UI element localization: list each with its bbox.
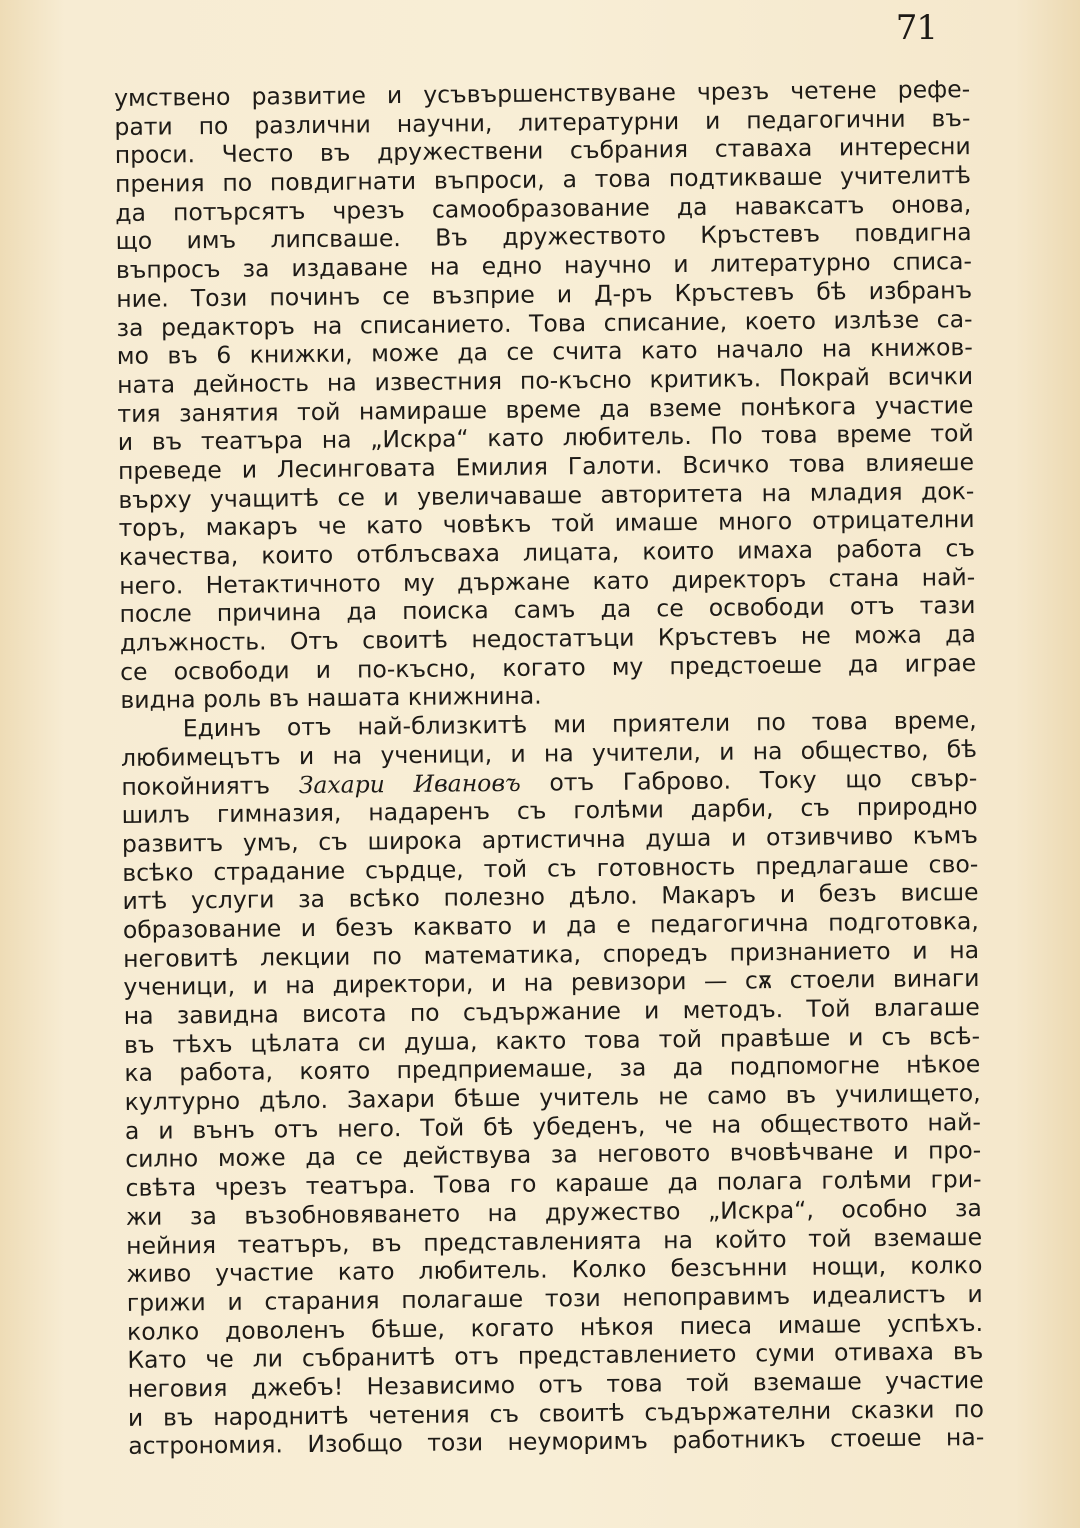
text-line: живо участие като любитель. Колко безсънни нощи, колко	[126, 1251, 983, 1289]
text-line: въпросъ за издаване на едно научно и литературно списа-	[115, 247, 973, 285]
text-line: въ тѣхъ цѣлата си душа, както това той правѣше и съ всѣ-	[123, 1021, 981, 1059]
text-line: видна роль въ нашата книжнина.	[120, 681, 542, 715]
text-line: неговия джебъ! Независимо отъ това той вземаше участие	[127, 1365, 984, 1403]
text-line: мо въ 6 книжки, може да се счита като начало на книжов-	[116, 333, 973, 371]
body-text	[114, 75, 984, 1461]
text-line: на завидна висота по съдържание и методъ. Той влагаше	[123, 992, 980, 1030]
text-line: шилъ гимназия, надаренъ съ голѣми дарби, съ природно	[121, 792, 978, 830]
text-line: жи за възобновяването на дружество „Искра“, особно за	[125, 1193, 982, 1231]
person-name-italic: Захари Ивановъ	[298, 768, 521, 799]
text-line: се освободи и по-късно, когато му предстоеше да играе	[120, 648, 977, 686]
text-line: тия занятия той намираше време да вземе понѣкога участие	[117, 390, 974, 428]
text-line: проси. Често въ дружествени събрания ставаха интересни	[114, 132, 971, 170]
text-line: грижи и старания полагаше този непоправимъ идеалистъ и	[126, 1279, 983, 1317]
text-line: длъжность. Отъ своитѣ недостатъци Кръстевъ не можа да	[119, 620, 976, 658]
text-line: а и вънъ отъ него. Той бѣ убеденъ, че на обществото най-	[124, 1107, 982, 1145]
text-line: преведе и Лесинговата Емилия Галоти. Всичко това влияеше	[117, 447, 975, 485]
text-line: рати по различни научни, литературни и педагогични въ-	[114, 103, 971, 141]
text-line: свѣта чрезъ театъра. Това го караше да полага голѣми гри-	[125, 1165, 982, 1203]
page-number: 71	[895, 8, 937, 48]
text-line: културно дѣло. Захари бѣше учитель не само въ училището,	[124, 1079, 981, 1117]
text-line: качества, които отблъсваха лицата, които имаха работа съ	[118, 534, 976, 571]
text-line: неговитѣ лекции по математика, споредъ признанието и на	[123, 935, 980, 973]
name-suffix: отъ Габрово. Току що свър-	[549, 763, 978, 796]
text-line: Единъ отъ най-близкитѣ ми приятели по това време,	[182, 706, 977, 743]
text-line: върху учащитѣ се и увеличаваше авторитета на младия док-	[118, 476, 975, 514]
text-line: ка работа, която предприемаше, за да подпомогне нѣкое	[124, 1050, 981, 1088]
text-line: що имъ липсваше. Въ дружеството Кръстевъ повдигна	[115, 218, 972, 256]
paragraph-2	[121, 706, 985, 1461]
text-line: нейния театъръ, въ представленията на който той вземаше	[126, 1222, 983, 1260]
text-line: ние. Този починъ се възприе и Д-ръ Кръстевъ бѣ избранъ	[116, 275, 973, 313]
text-line: умствено развитие и усъвършенствуване чрезъ четене рефе-	[114, 75, 971, 112]
paragraph-1	[114, 75, 977, 715]
text-line: астрономия. Изобщо този неуморимъ работникъ стоеше на-	[128, 1423, 985, 1461]
text-line: Като че ли събранитѣ отъ представлението суми отиваха въ	[127, 1337, 984, 1375]
text-line: торъ, макаръ че като човѣкъ той имаше много отрицателни	[118, 505, 975, 543]
text-line: него. Нетактичното му държане като директоръ стана най-	[119, 562, 976, 600]
name-prefix: покойниятъ	[121, 770, 271, 801]
text-line: образование и безъ каквато и да е педагогична подготовка,	[122, 906, 979, 944]
text-line: да потърсятъ чрезъ самообразование да наваксатъ онова,	[115, 189, 972, 227]
text-line: колко доволенъ бѣше, когато нѣкоя пиеса имаше успѣхъ.	[126, 1308, 984, 1346]
text-line: после причина да поиска самъ да се освободи отъ тази	[119, 591, 976, 629]
text-line: развитъ умъ, съ широка артистична душа и отзивчиво къмъ	[121, 820, 979, 858]
text-line: и въ театъра на „Искра“ като любитель. По това време той	[117, 419, 974, 457]
text-line: за редакторъ на списанието. Това списание, което излѣзе са-	[116, 304, 973, 342]
text-line: и въ народнитѣ четения съ своитѣ съдържателни сказки по	[127, 1394, 985, 1432]
text-line: ната дейность на известния по-късно критикъ. Покрай всички	[117, 361, 974, 399]
text-line: итѣ услуги за всѣко полезно дѣло. Макаръ и безъ висше	[122, 878, 979, 916]
text-line: силно може да се действува за неговото вчовѣчване и про-	[125, 1136, 982, 1174]
text-line: любимецътъ и на ученици, и на учители, и на общество, бѣ	[120, 734, 978, 772]
text-line: прения по повдигнати въпроси, а това подтикваше учителитѣ	[114, 161, 972, 199]
text-line: всѣко страдание сърдце, той съ готовность предлагаше сво-	[122, 849, 979, 887]
text-line: ученици, и на директори, и на ревизори — сѫ стоели винаги	[123, 964, 980, 1002]
